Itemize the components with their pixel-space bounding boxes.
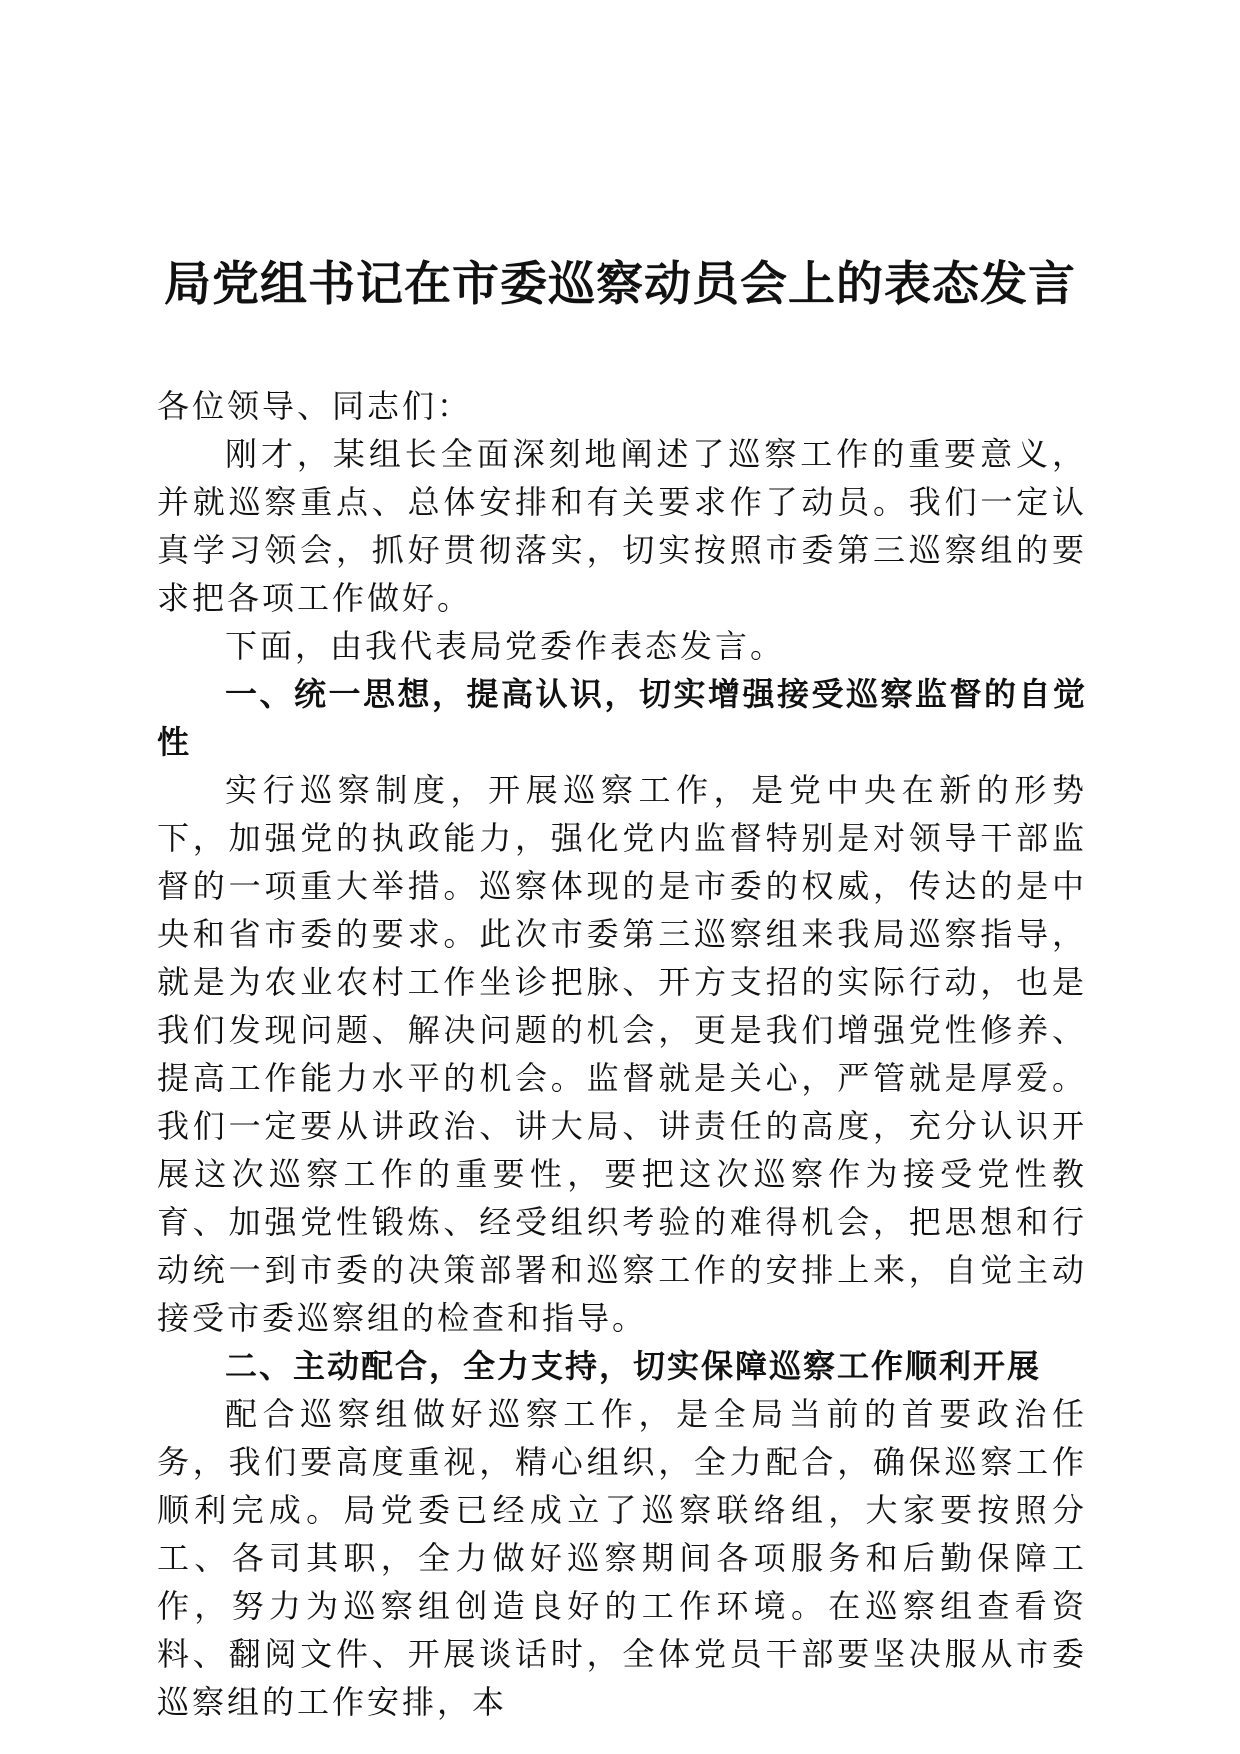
paragraph-intro-statement: 下面，由我代表局党委作表态发言。 xyxy=(225,627,786,665)
section-heading-1: 一、统一思想，提高认识，切实增强接受巡察监督的自觉性 xyxy=(157,675,1087,761)
paragraph-section-1: 实行巡察制度，开展巡察工作，是党中央在新的形势下，加强党的执政能力，强化党内监督特别是对领导干部监督的一项重大举措。巡察体现的是市委的权威，传达的是中央和省市委的要求。此次市委第三巡察组来我局巡察指导，就是为农业农村工作坐诊把脉、开方支招的实际行动，也是我们发现问题、解决问题的机会，更是我们增强党性修养、提高工作能力水平的机会。监督就是关心，严管就是厚爱。我们一定要从讲政治、讲大局、讲责任的高度，充分认识开展这次巡察工作的重要性，要把这次巡察作为接受党性教育、加强党性锻炼、经受组织考验的难得机会，把思想和行动统一到市委的决策部署和巡察工作的安排上来，自觉主动接受市委巡察组的检查和指导。 xyxy=(157,771,1087,1337)
document-body xyxy=(157,382,1087,1726)
paragraph-opening: 刚才，某组长全面深刻地阐述了巡察工作的重要意义，并就巡察重点、总体安排和有关要求作了动员。我们一定认真学习领会，抓好贯彻落实，切实按照市委第三巡察组的要求把各项工作做好。 xyxy=(157,435,1087,617)
document-title: 局党组书记在市委巡察动员会上的表态发言 xyxy=(164,257,1076,312)
salutation: 各位领导、同志们： xyxy=(157,387,473,425)
paragraph-section-2: 配合巡察组做好巡察工作，是全局当前的首要政治任务，我们要高度重视，精心组织，全力配合，确保巡察工作顺利完成。局党委已经成立了巡察联络组，大家要按照分工、各司其职，全力做好巡察期间各项服务和后勤保障工作，努力为巡察组创造良好的工作环境。在巡察组查看资料、翻阅文件、开展谈话时，全体党员干部要坚决服从市委巡察组的工作安排，本 xyxy=(157,1395,1087,1721)
section-heading-2: 二、主动配合，全力支持，切实保障巡察工作顺利开展 xyxy=(225,1347,1042,1385)
